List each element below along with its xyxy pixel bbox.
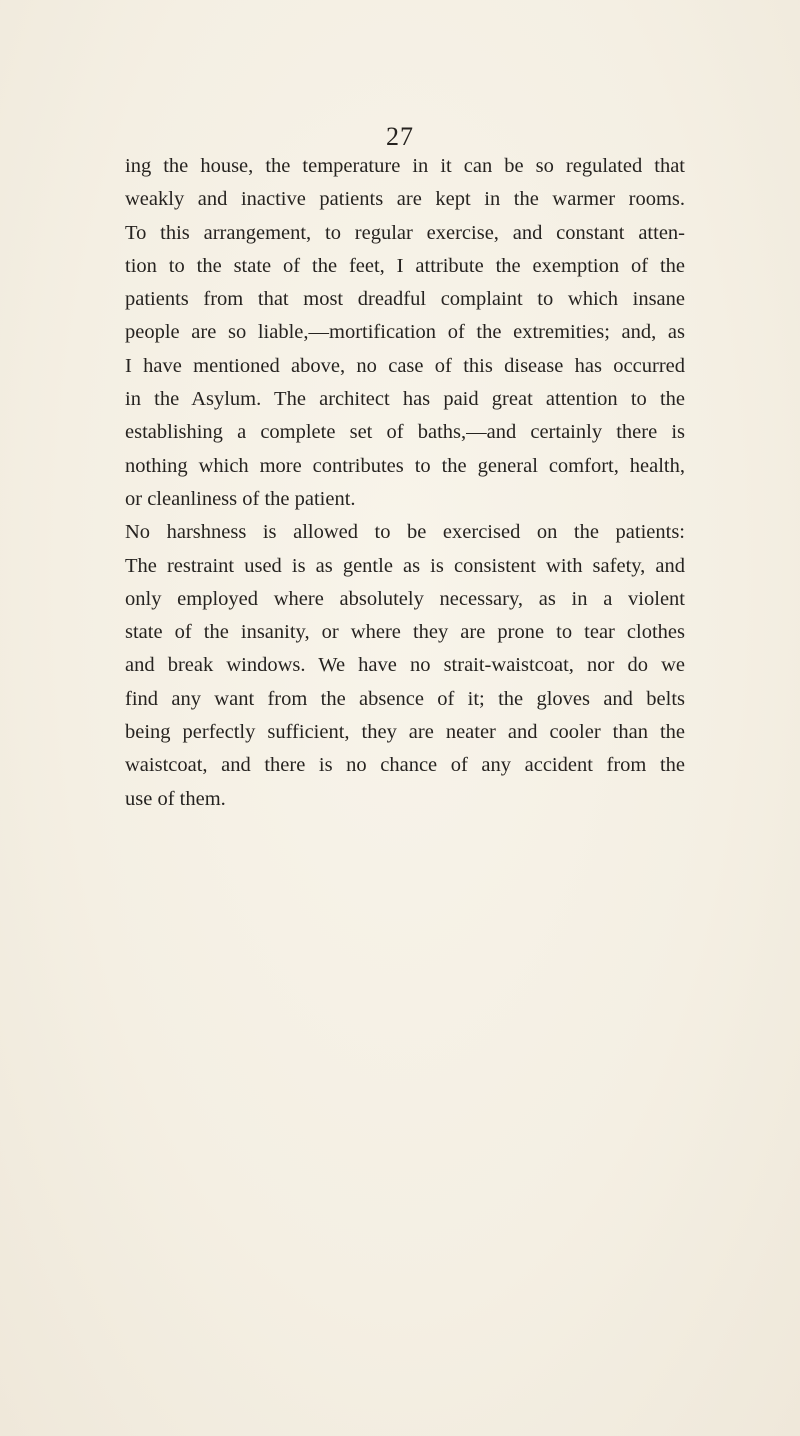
- text-line: find any want from the absence of it; the gloves and belts: [125, 687, 685, 710]
- text-line: and break windows. We have no strait-waistcoat, nor do we: [125, 654, 685, 677]
- text-line: tion to the state of the feet, I attribute the exemption of the: [125, 254, 685, 277]
- text-line: weakly and inactive patients are kept in the warmer rooms.: [125, 188, 685, 211]
- text-line: waistcoat, and there is no chance of any accident from the: [125, 754, 685, 777]
- text-line: or cleanliness of the patient.: [125, 487, 356, 510]
- text-line: I have mentioned above, no case of this disease has occurred: [125, 354, 685, 377]
- text-line: people are so liable,—mortification of the extremities; and, as: [125, 321, 685, 344]
- text-line: To this arrangement, to regular exercise, and constant atten-: [125, 221, 685, 244]
- body-text: [125, 150, 685, 816]
- text-line: state of the insanity, or where they are prone to tear clothes: [125, 621, 685, 644]
- text-line: being perfectly sufficient, they are neater and cooler than the: [125, 721, 685, 744]
- text-line: patients from that most dreadful complaint to which insane: [125, 288, 685, 311]
- text-line: The restraint used is as gentle as is consistent with safety, and: [125, 554, 685, 577]
- text-line: use of them.: [125, 787, 226, 810]
- text-line: establishing a complete set of baths,—and certainly there is: [125, 421, 685, 444]
- text-line: in the Asylum. The architect has paid great attention to the: [125, 388, 685, 411]
- text-line: nothing which more contributes to the general comfort, health,: [125, 454, 685, 477]
- text-line: ing the house, the temperature in it can be so regulated that: [125, 155, 685, 177]
- page-number: 27: [386, 122, 414, 151]
- text-line: No harshness is allowed to be exercised on the patients:: [125, 521, 685, 544]
- text-line: only employed where absolutely necessary, as in a violent: [125, 587, 685, 610]
